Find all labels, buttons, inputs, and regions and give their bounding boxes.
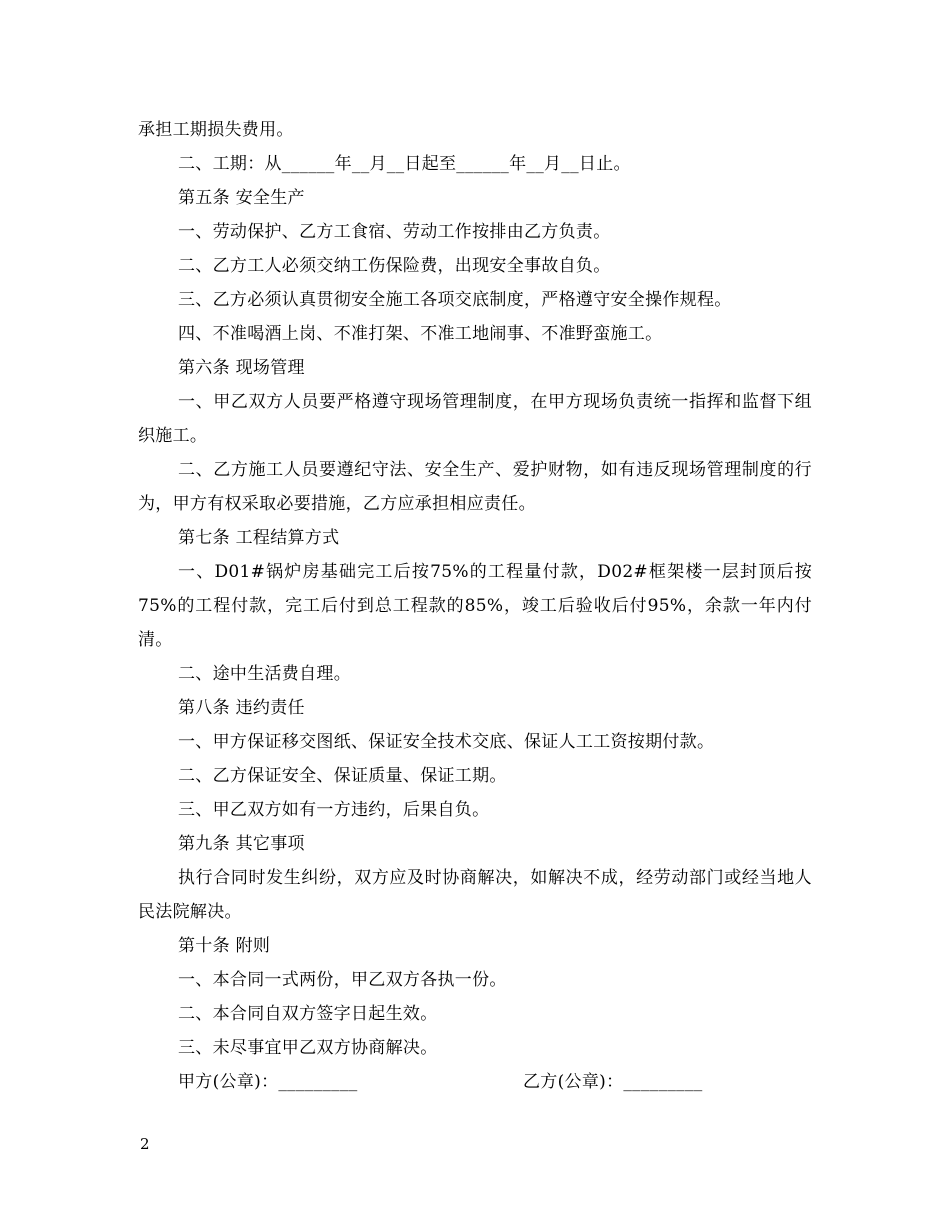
paragraph: 一、甲乙双方人员要严格遵守现场管理制度，在甲方现场负责统一指挥和监督下组织施工。 bbox=[138, 392, 812, 446]
page-number: 2 bbox=[140, 1135, 150, 1153]
paragraph: 二、乙方施工人员要遵纪守法、安全生产、爱护财物，如有违反现场管理制度的行为，甲方有权采取必要措施，乙方应承担相应责任。 bbox=[138, 460, 812, 514]
paragraph: 一、劳动保护、乙方工食宿、劳动工作按排由乙方负责。 bbox=[178, 222, 611, 242]
paragraph: 执行合同时发生纠纷，双方应及时协商解决，如解决不成，经劳动部门或经当地人民法院解决。 bbox=[138, 868, 812, 922]
paragraph: 三、未尽事宜甲乙双方协商解决。 bbox=[178, 1038, 438, 1058]
paragraph: 一、本合同一式两份，甲乙双方各执一份。 bbox=[178, 970, 507, 990]
section-heading: 第十条 附则 bbox=[178, 936, 271, 956]
paragraph: 一、D01#锅炉房基础完工后按75%的工程量付款，D02#框架楼一层封顶后按75%的工程付款，完工后付到总工程款的85%，竣工后验收后付95%，余款一年内付清。 bbox=[138, 562, 812, 650]
paragraph: 三、甲乙双方如有一方违约，后果自负。 bbox=[178, 800, 490, 820]
section-heading: 第七条 工程结算方式 bbox=[178, 528, 340, 548]
paragraph: 二、乙方保证安全、保证质量、保证工期。 bbox=[178, 766, 507, 786]
party-a-seal-field: 甲方(公章)：_________ bbox=[178, 1072, 358, 1092]
paragraph: 二、本合同自双方签字日起生效。 bbox=[178, 1004, 438, 1024]
paragraph: 二、乙方工人必须交纳工伤保险费，出现安全事故自负。 bbox=[178, 256, 611, 276]
paragraph: 四、不准喝酒上岗、不准打架、不准工地闹事、不准野蛮施工。 bbox=[178, 324, 663, 344]
section-heading: 第八条 违约责任 bbox=[178, 698, 305, 718]
contract-body bbox=[138, 113, 812, 1099]
signature-row bbox=[138, 1065, 812, 1099]
paragraph: 二、途中生活费自理。 bbox=[178, 664, 351, 684]
paragraph: 三、乙方必须认真贯彻安全施工各项交底制度，严格遵守安全操作规程。 bbox=[178, 290, 732, 310]
section-heading: 第六条 现场管理 bbox=[178, 358, 305, 378]
section-heading: 第九条 其它事项 bbox=[178, 834, 305, 854]
paragraph: 一、甲方保证移交图纸、保证安全技术交底、保证人工工资按期付款。 bbox=[178, 732, 715, 752]
party-b-seal-field: 乙方(公章)：_________ bbox=[523, 1072, 703, 1092]
paragraph: 承担工期损失费用。 bbox=[138, 120, 294, 140]
section-heading: 第五条 安全生产 bbox=[178, 188, 305, 208]
paragraph: 二、工期：从______年__月__日起至______年__月__日止。 bbox=[178, 154, 631, 174]
